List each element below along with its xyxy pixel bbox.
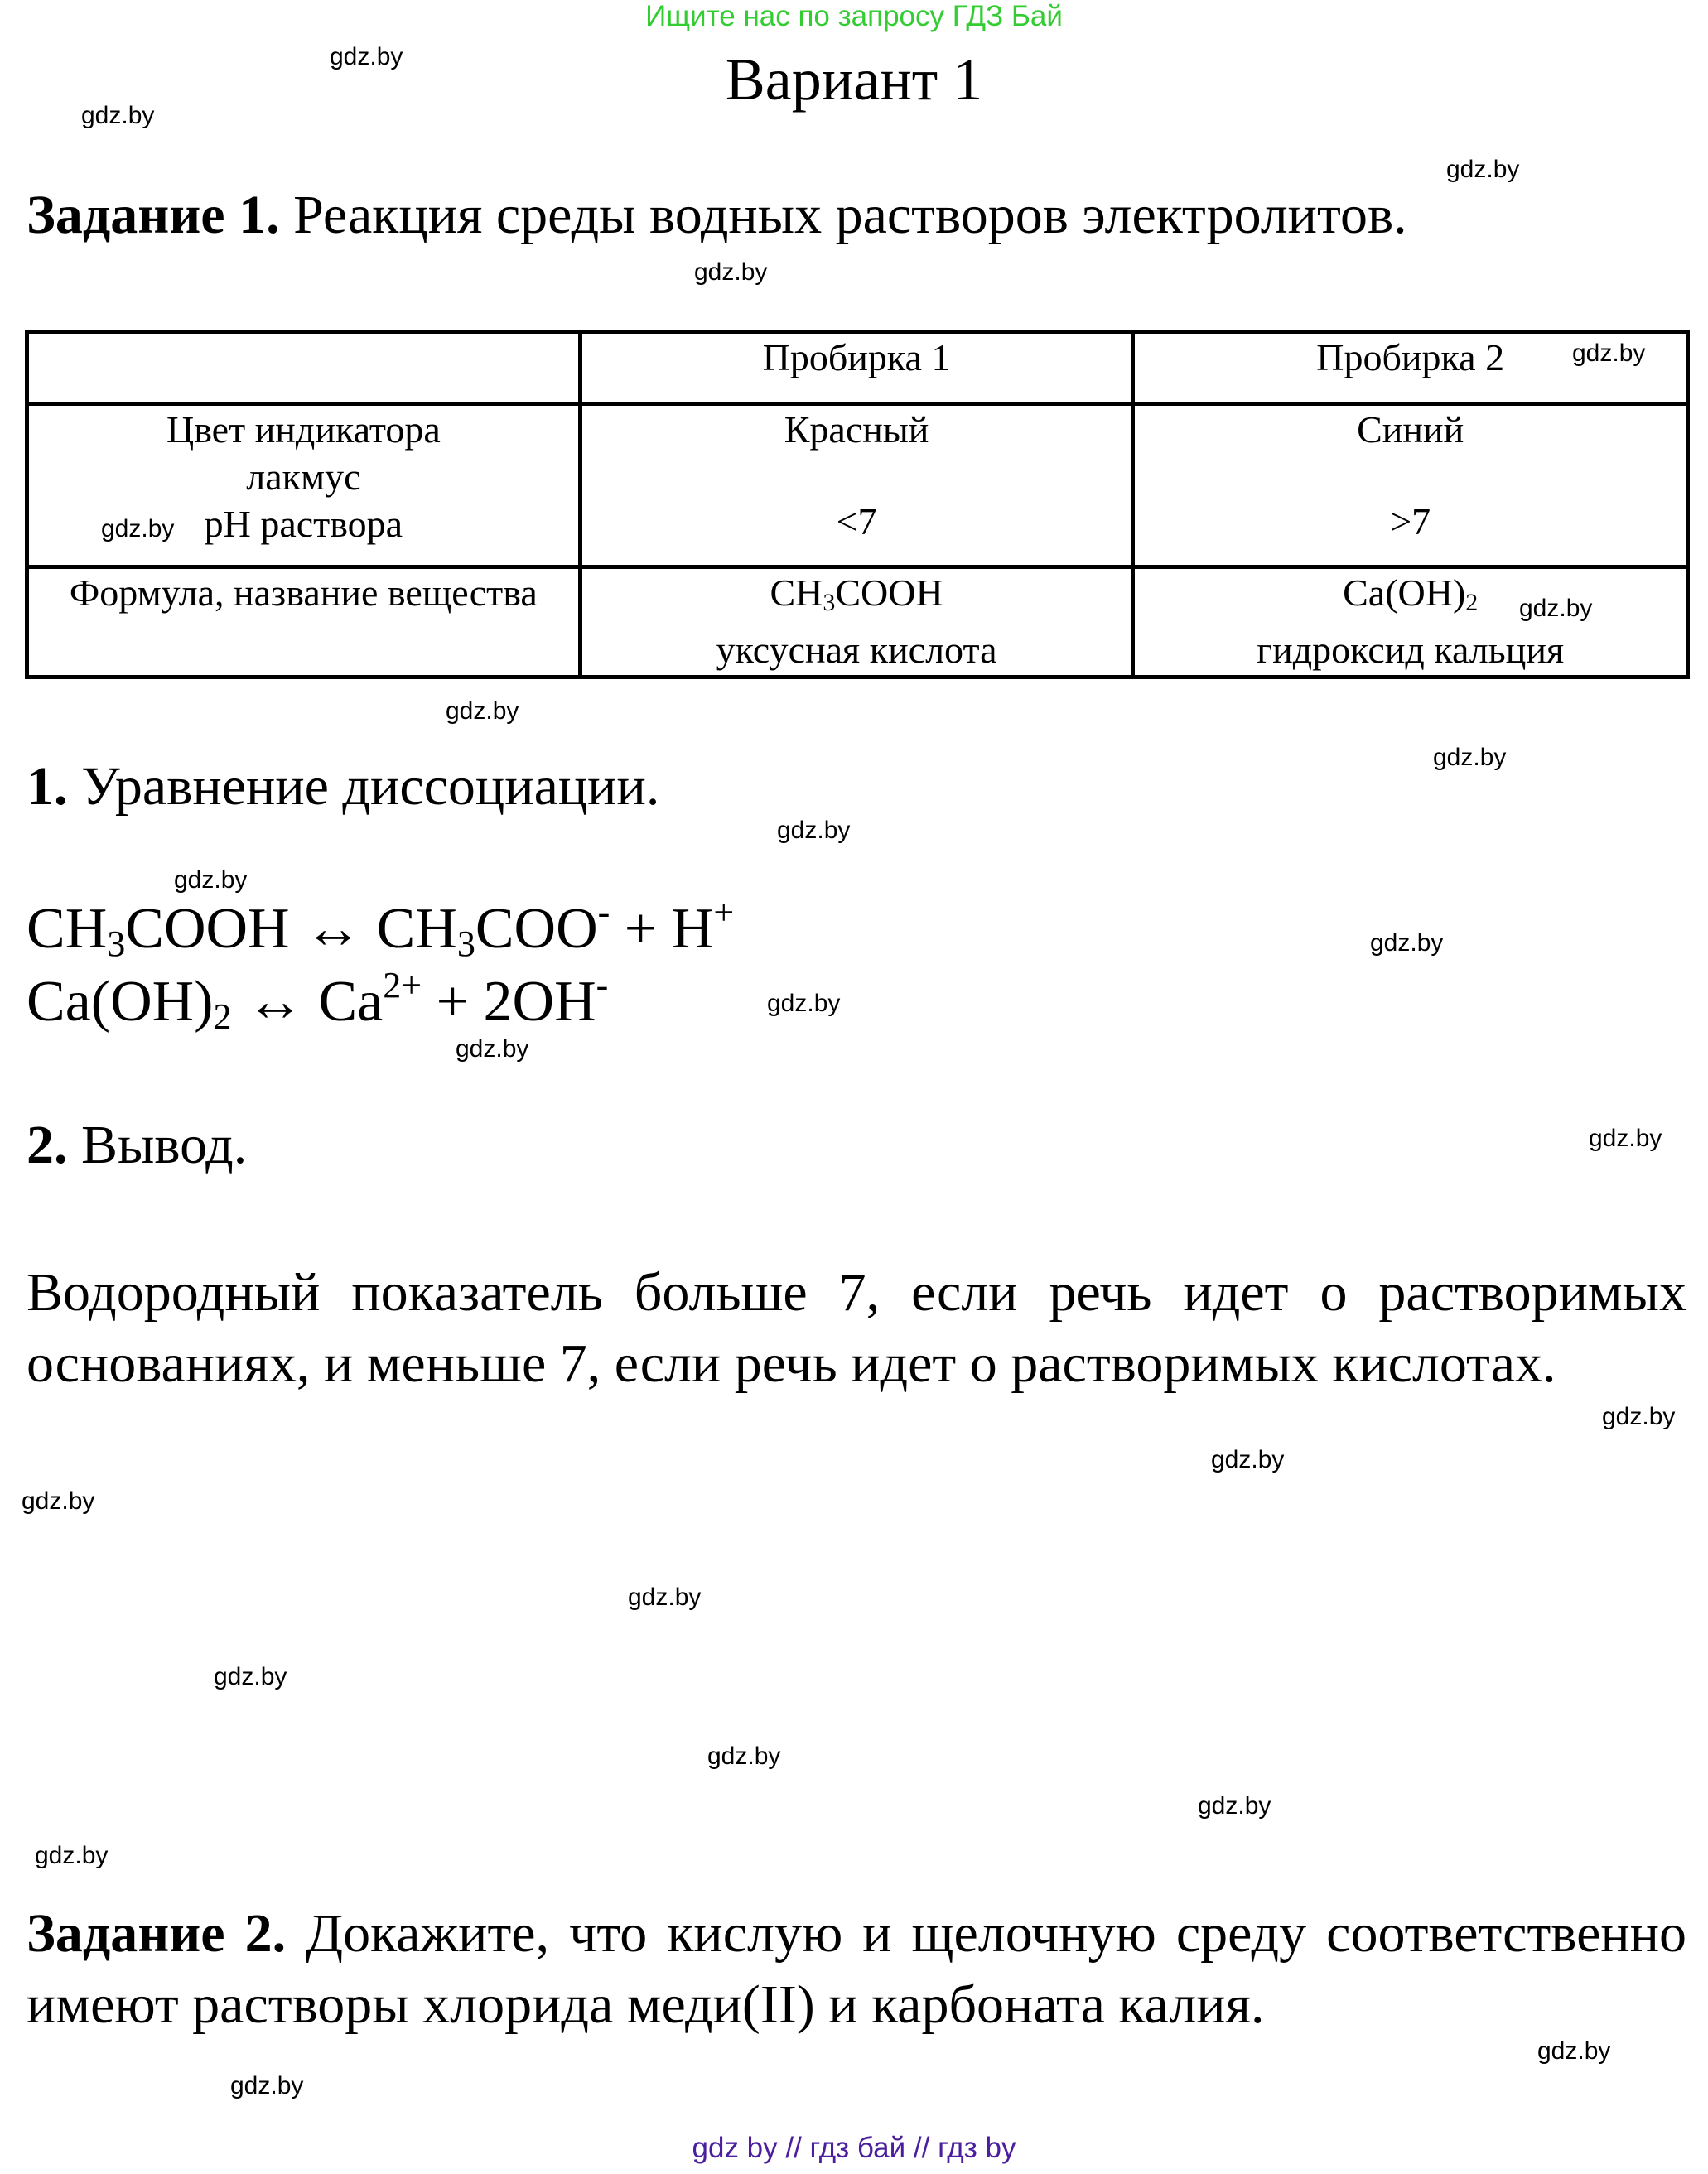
watermark: gdz.by — [1211, 1446, 1285, 1473]
watermark: gdz.by — [174, 866, 248, 894]
task1-label: Задание 1. — [27, 185, 280, 245]
tube2-formula: $Ca(OH)_2$ — [1343, 571, 1479, 616]
section1-number: 1. — [27, 756, 68, 817]
section1-text: Уравнение диссоциации. — [81, 756, 660, 817]
watermark: gdz.by — [101, 515, 175, 542]
indicator-label-line1: Цвет индикатора — [166, 408, 441, 451]
watermark: gdz.by — [230, 2072, 304, 2099]
watermark: gdz.by — [707, 1743, 781, 1770]
watermark: gdz.by — [777, 817, 851, 844]
watermark: gdz.by — [1198, 1792, 1271, 1820]
table-row-indicator — [27, 404, 1688, 567]
formula-label-cell — [27, 567, 581, 677]
table-header-tube2: Пробирка 2 — [1133, 332, 1688, 404]
tube1-color: Красный — [784, 408, 929, 451]
watermark: gdz.by — [330, 43, 403, 70]
task2-text: Докажите, что кислую и щелочную среду соответственно имеют растворы хлорида меди(II) и карбоната калия. — [27, 1903, 1687, 2035]
watermark: gdz.by — [1370, 929, 1444, 957]
page-title: Вариант 1 — [725, 46, 983, 113]
watermark: gdz.by — [767, 990, 841, 1017]
tube2-indicator-cell — [1133, 404, 1688, 567]
table-header-empty — [27, 332, 581, 404]
tube1-indicator-cell — [580, 404, 1133, 567]
formula-label: Формула, название вещества — [69, 571, 538, 614]
table-row-formula — [27, 567, 1688, 677]
watermark: gdz.by — [22, 1487, 95, 1515]
watermark: gdz.by — [1433, 744, 1507, 771]
footer-links: gdz by // гдз бай // гдз by — [692, 2132, 1016, 2164]
watermark: gdz.by — [1446, 156, 1520, 183]
indicator-label-line3: pH раствора — [204, 503, 403, 545]
watermark: gdz.by — [1589, 1125, 1662, 1152]
watermark: gdz.by — [456, 1035, 529, 1063]
section2-text: Вывод. — [81, 1115, 248, 1175]
watermark: gdz.by — [1572, 340, 1646, 367]
watermark: gdz.by — [1519, 595, 1593, 622]
tube1-formula: $CH_3COOH$ — [770, 571, 943, 616]
indicator-label-line2: лакмус — [246, 456, 361, 498]
watermark: gdz.by — [1602, 1403, 1676, 1430]
task1-heading — [27, 184, 1407, 247]
tube2-substance-name: гидроксид кальция — [1257, 629, 1565, 671]
watermark: gdz.by — [1537, 2037, 1611, 2065]
experiment-table — [25, 330, 1690, 679]
tube2-formula-cell — [1133, 567, 1688, 677]
watermark: gdz.by — [35, 1842, 109, 1869]
table-header-row — [27, 332, 1688, 404]
task2-label: Задание 2. — [27, 1903, 287, 1964]
section2-heading — [27, 1114, 247, 1177]
watermark: gdz.by — [81, 102, 155, 129]
conclusion-paragraph: Водородный показатель больше 7, если речь идет о растворимых основаниях, и меньше 7, если речь идет о растворимых кислотах. — [27, 1262, 1686, 1394]
section2-number: 2. — [27, 1115, 68, 1175]
tube1-substance-name: уксусная кислота — [716, 629, 997, 671]
tube2-color: Синий — [1357, 408, 1464, 451]
equation-calcium-hydroxide: $Ca(OH)_2$ ↔ $Ca^{2+} + 2OH^-$ — [27, 965, 609, 1037]
tube1-ph: <7 — [836, 500, 877, 542]
table-header-tube1: Пробирка 1 — [580, 332, 1133, 404]
watermark: gdz.by — [446, 697, 519, 725]
equation-acetic-acid: $CH_3COOH$ ↔ $CH_3COO^- + H^+$ — [27, 892, 735, 964]
tube2-ph: >7 — [1390, 500, 1431, 542]
watermark: gdz.by — [214, 1663, 287, 1690]
section1-heading — [27, 755, 659, 818]
watermark: gdz.by — [694, 258, 768, 286]
task2-paragraph — [27, 1898, 1686, 2041]
top-banner: Ищите нас по запросу ГДЗ Бай — [645, 0, 1063, 32]
watermark: gdz.by — [628, 1584, 702, 1611]
task1-text: Реакция среды водных растворов электролитов. — [293, 185, 1407, 245]
tube1-formula-cell — [580, 567, 1133, 677]
